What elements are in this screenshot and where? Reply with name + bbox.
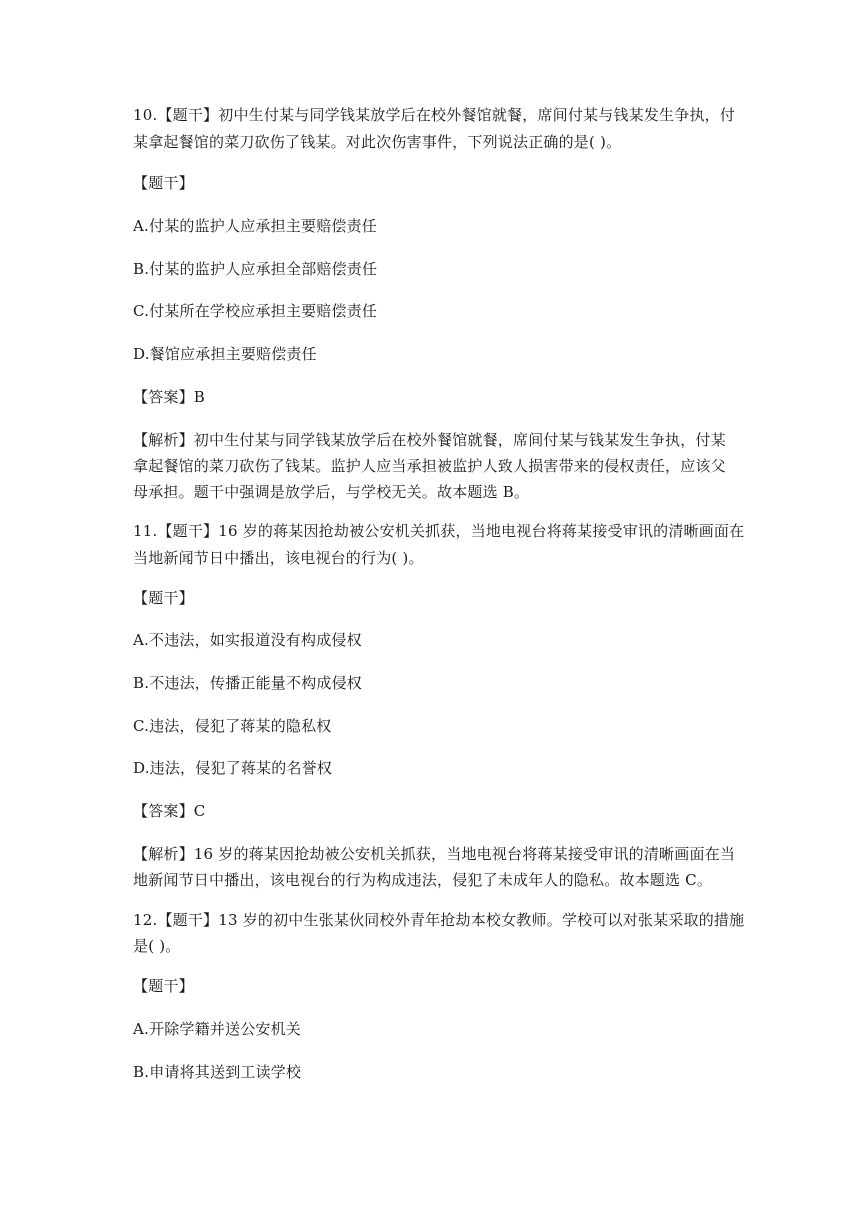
q10-option-a: A.付某的监护人应承担主要赔偿责任 <box>133 217 378 235</box>
q10-option-c: C.付某所在学校应承担主要赔偿责任 <box>133 302 378 320</box>
q10-option-d: D.餐馆应承担主要赔偿责任 <box>133 345 317 363</box>
q12-stem-line-2: 是( )。 <box>133 937 181 955</box>
q12-option-b: B.申请将其送到工读学校 <box>133 1063 302 1081</box>
q10-analysis-line-3: 母承担。题干中强调是放学后，与学校无关。故本题选 B。 <box>133 483 530 501</box>
q11-stem-line-2: 当地新闻节日中播出，该电视台的行为( )。 <box>133 549 424 567</box>
q12-stem-label: 【题干】 <box>133 977 194 995</box>
q10-stem-line-2: 某拿起餐馆的菜刀砍伤了钱某。对此次伤害事件，下列说法正确的是( )。 <box>133 133 622 151</box>
q11-option-b: B.不违法，传播正能量不构成侵权 <box>133 674 362 692</box>
q10-answer: 【答案】B <box>133 388 206 406</box>
q10-stem-line-1: 10.【题干】初中生付某与同学钱某放学后在校外餐馆就餐，席间付某与钱某发生争执，付 <box>133 106 736 124</box>
q11-analysis-line-2: 地新闻节日中播出，该电视台的行为构成违法，侵犯了未成年人的隐私。故本题选 C。 <box>133 871 713 889</box>
q11-analysis-line-1: 【解析】16 岁的蒋某因抢劫被公安机关抓获，当地电视台将蒋某接受审讯的清晰画面在当 <box>133 845 736 863</box>
q10-stem-label: 【题干】 <box>133 174 194 192</box>
q11-option-a: A.不违法，如实报道没有构成侵权 <box>133 631 362 649</box>
q11-option-c: C.违法，侵犯了蒋某的隐私权 <box>133 717 332 735</box>
q11-stem-line-1: 11.【题干】16 岁的蒋某因抢劫被公安机关抓获，当地电视台将蒋某接受审讯的清晰画面在 <box>133 522 745 540</box>
q10-analysis-line-2: 拿起餐馆的菜刀砍伤了钱某。监护人应当承担被监护人致人损害带来的侵权责任，应该父 <box>133 457 726 475</box>
q11-option-d: D.违法，侵犯了蒋某的名誉权 <box>133 759 333 777</box>
q12-option-a: A.开除学籍并送公安机关 <box>133 1020 302 1038</box>
q11-stem-label: 【题干】 <box>133 589 194 607</box>
q11-answer: 【答案】C <box>133 802 206 820</box>
q10-option-b: B.付某的监护人应承担全部赔偿责任 <box>133 260 378 278</box>
q10-analysis-line-1: 【解析】初中生付某与同学钱某放学后在校外餐馆就餐，席间付某与钱某发生争执，付某 <box>133 431 726 449</box>
q12-stem-line-1: 12.【题干】13 岁的初中生张某伙同校外青年抢劫本校女教师。学校可以对张某采取的措施 <box>133 911 745 929</box>
